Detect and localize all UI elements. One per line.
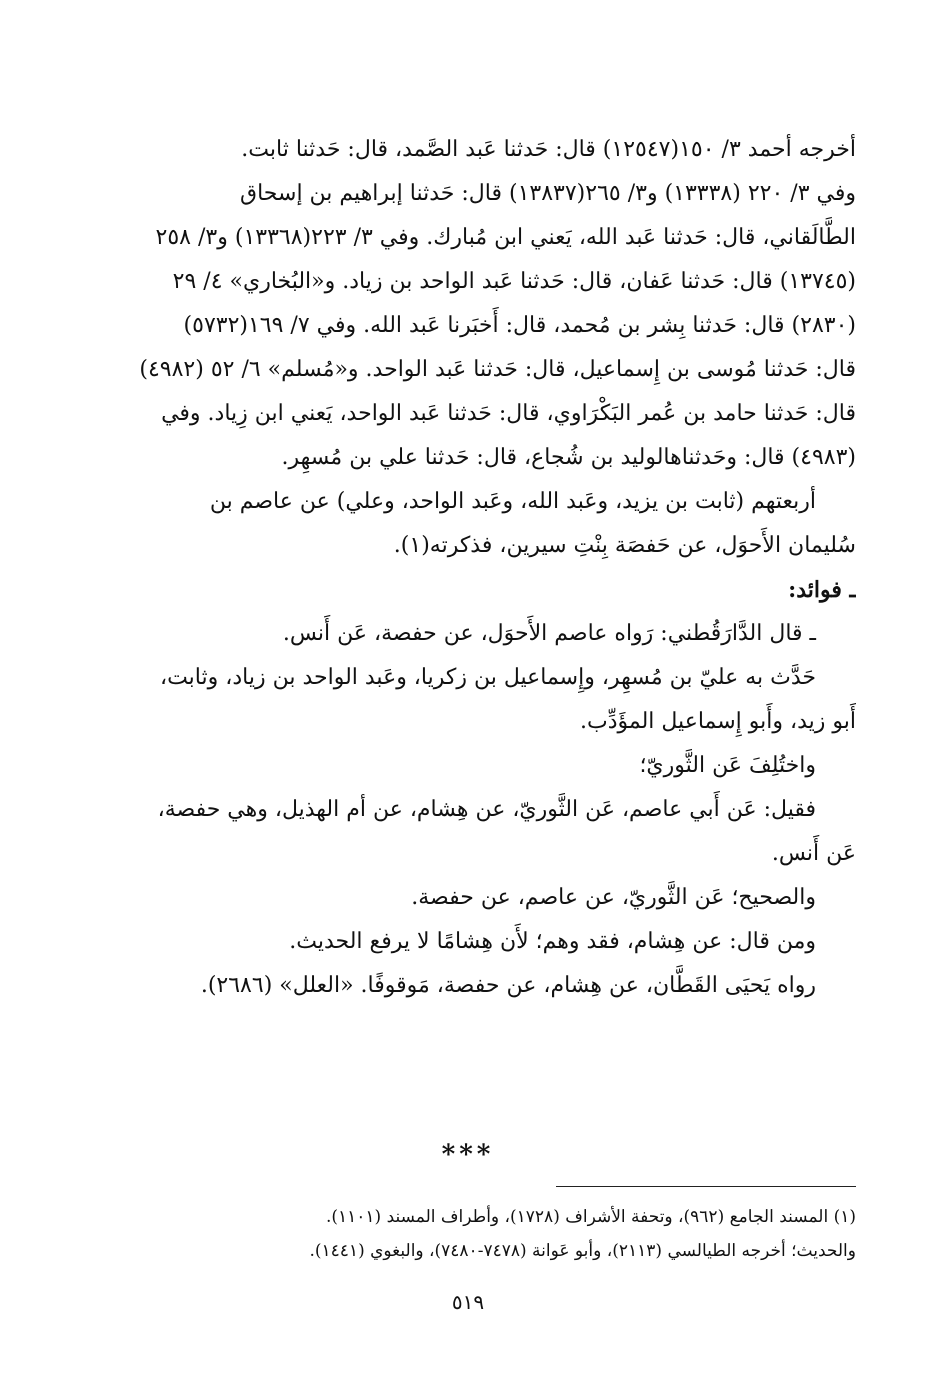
text-line: حَدَّث به عليّ بن مُسهِر، وإِسماعيل بن زكريا، وعَبد الواحد بن زياد، وثابت، — [159, 665, 816, 690]
footnote-divider — [556, 1186, 856, 1187]
text-line: أربعتهم (ثابت بن يزيد، وعَبد الله، وعَبد الواحد، وعلي) عن عاصم بن — [209, 489, 816, 514]
section-separator: *** — [441, 1140, 495, 1170]
text-line: (٤٩٨٣) قال: وحَدثناهالوليد بن شُجاع، قال: حَدثنا علي بن مُسهِر. — [281, 445, 856, 470]
text-line: قال: حَدثنا مُوسى بن إِسماعيل، قال: حَدثنا عَبد الواحد. و«مُسلم» ٦/ ٥٢ (٤٩٨٢) — [139, 357, 856, 382]
text-line: والصحيح؛ عَن الثَّوريّ، عن عاصم، عن حفصة. — [411, 885, 816, 910]
text-line: (١٣٧٤٥) قال: حَدثنا عَفان، قال: حَدثنا عَبد الواحد بن زياد. و«البُخاري» ٤/ ٢٩ — [172, 269, 856, 294]
text-line: أخرجه أحمد ٣/ ١٥٠(١٢٥٤٧) قال: حَدثنا عَبد الصَّمد، قال: حَدثنا ثابت. — [241, 137, 856, 162]
main-text — [120, 128, 856, 1008]
text-line: ـ قال الدَّارَقُطني: رَواه عاصم الأَحوَل، عن حفصة، عَن أَنس. — [282, 621, 816, 646]
text-line: رواه يَحيَى القَطَّان، عن هِشام، عن حفصة، مَوقوفًا. «العلل» (٢٦٨٦). — [200, 973, 816, 998]
text-line: أَبو زيد، وأَبو إِسماعيل المؤَدِّب. — [580, 709, 856, 734]
footnotes — [120, 1200, 856, 1268]
text-line: وفي ٣/ ٢٢٠ (١٣٣٣٨) و٣/ ٢٦٥(١٣٨٣٧) قال: حَدثنا إبراهيم بن إسحاق — [240, 181, 856, 206]
text-line: سُليمان الأَحوَل، عن حَفصَة بِنْتِ سيرين، فذكرته(١). — [393, 533, 856, 558]
footnote-line: والحديث؛ أخرجه الطيالسي (٢١١٣)، وأبو عَوانة (٧٤٧٨-٧٤٨٠)، والبغوي (١٤٤١). — [309, 1241, 856, 1261]
page-number: ٥١٩ — [451, 1290, 485, 1314]
section-heading: ـ فوائد: — [788, 577, 856, 603]
text-line: ومن قال: عن هِشام، فقد وهم؛ لأَن هِشامًا لا يرفع الحديث. — [289, 929, 816, 954]
text-line: عَن أَنس. — [771, 841, 856, 866]
text-line: فقيل: عَن أَبي عاصم، عَن الثَّوريّ، عن هِشام، عن أم الهذيل، وهي حفصة، — [157, 797, 816, 822]
footnote-line: (١) المسند الجامع (٩٦٢)، وتحفة الأشراف (١٧٢٨)، وأطراف المسند (١١٠١). — [325, 1207, 856, 1227]
text-line: قال: حَدثنا حامد بن عُمر البَكْرَاوي، قال: حَدثنا عَبد الواحد، يَعني ابن زِياد. وفي — [161, 401, 856, 426]
text-line: الطَّالَقاني، قال: حَدثنا عَبد الله، يَعني ابن مُبارك. وفي ٣/ ٢٢٣(١٣٣٦٨) و٣/ ٢٥٨ — [155, 225, 856, 250]
text-line: (٢٨٣٠) قال: حَدثنا بِشر بن مُحمد، قال: أَخبَرنا عَبد الله. وفي ٧/ ١٦٩(٥٧٣٢) — [183, 313, 856, 338]
text-line: واختُلِفَ عَن الثَّوريّ؛ — [639, 753, 816, 778]
